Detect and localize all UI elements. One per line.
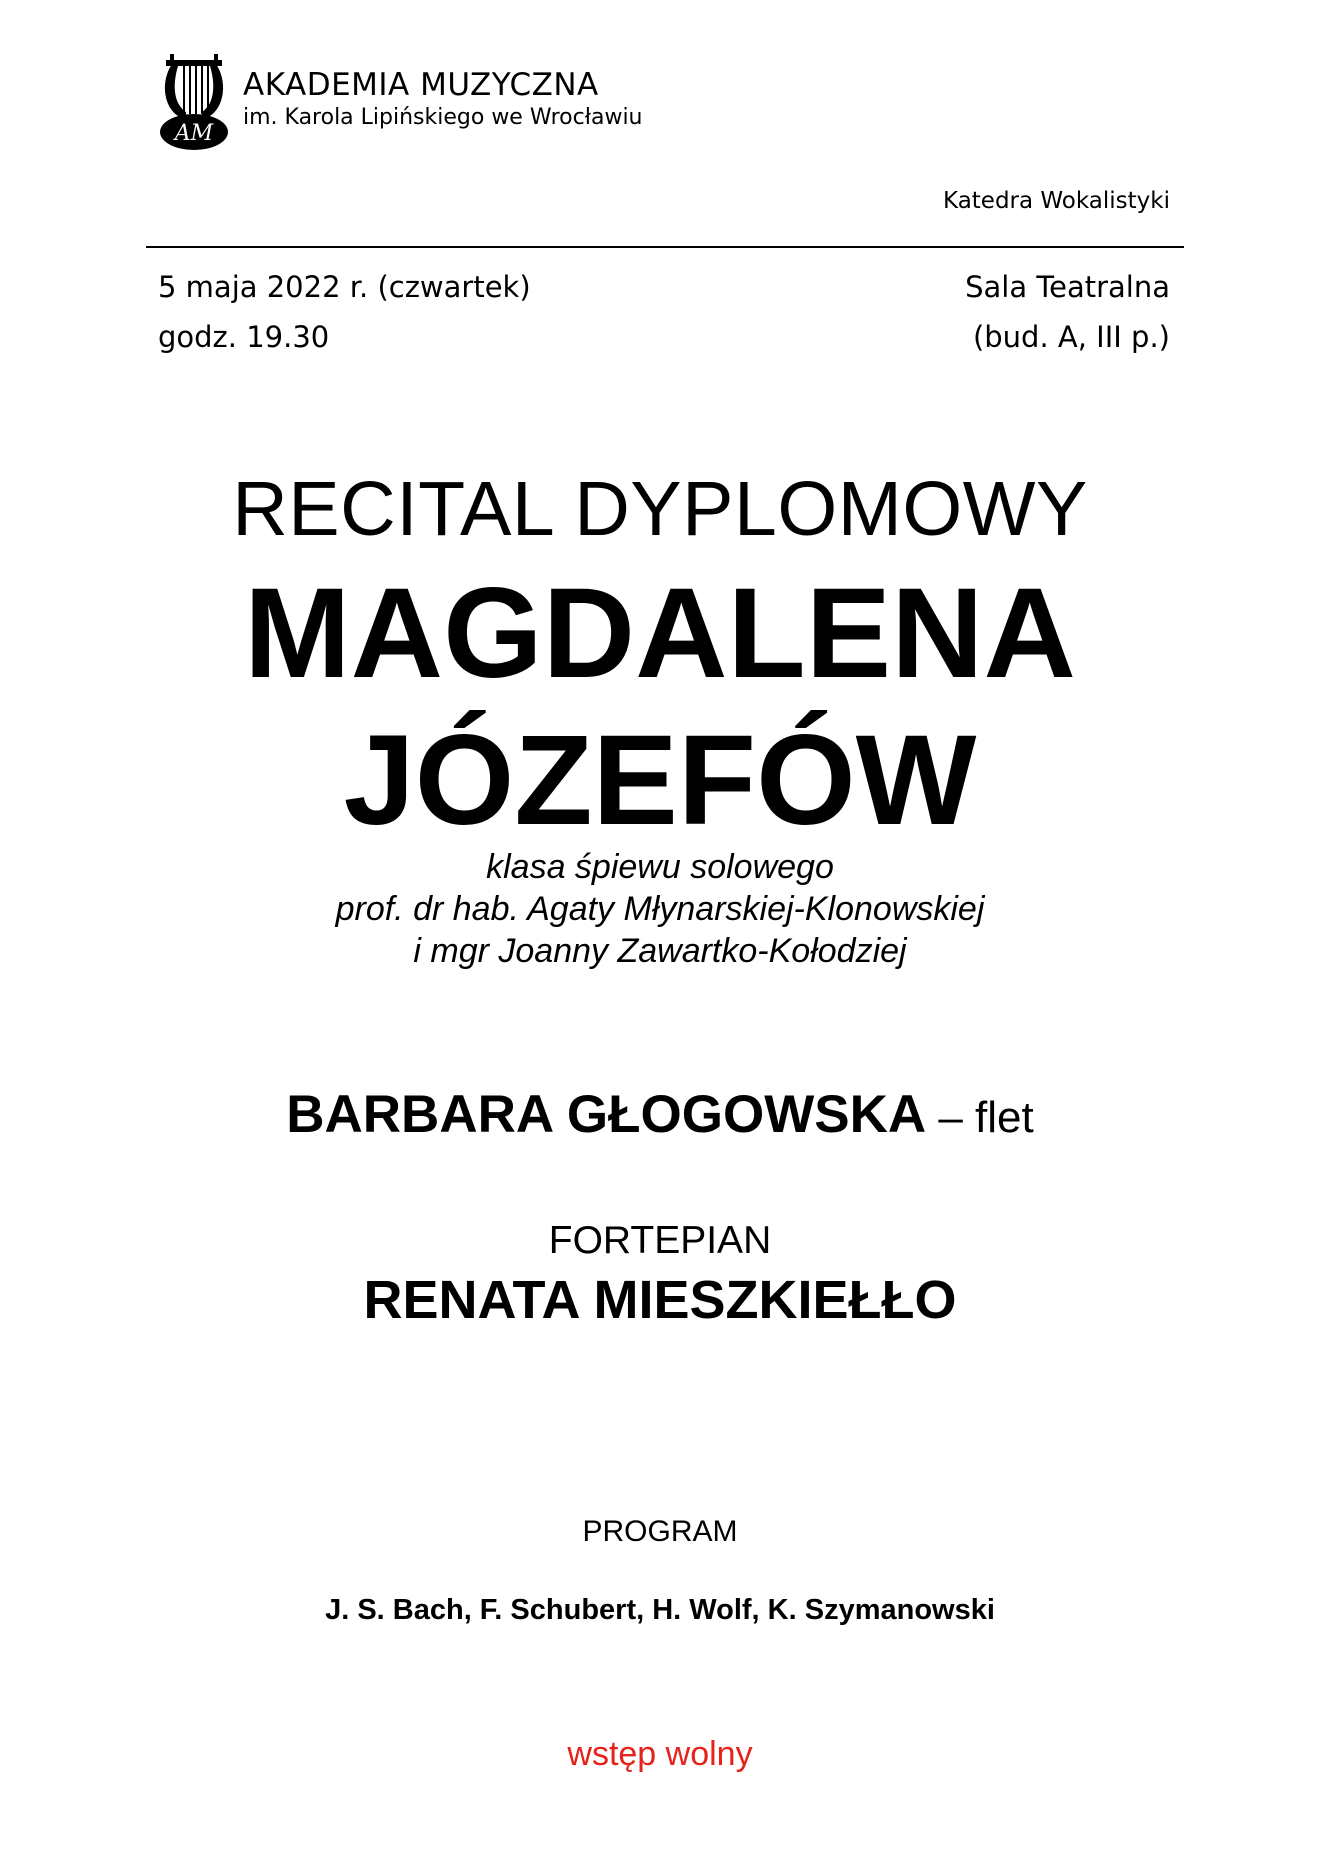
organization-block xyxy=(243,66,643,132)
venue-name: Sala Teatralna xyxy=(965,270,1170,304)
guest-performer xyxy=(0,1083,1320,1150)
guest-name: BARBARA GŁOGOWSKA xyxy=(286,1085,927,1144)
event-date: 5 maja 2022 r. (czwartek) xyxy=(158,270,531,304)
recital-title: RECITAL DYPLOMOWY xyxy=(232,466,1088,552)
piano-label: FORTEPIAN xyxy=(548,1219,772,1262)
guest-role: – flet xyxy=(926,1093,1034,1142)
org-name: AKADEMIA MUZYCZNA xyxy=(243,67,599,103)
class-line: i mgr Joanny Zawartko-Kołodziej xyxy=(413,932,907,970)
event-date-time xyxy=(158,262,531,362)
program-composers: J. S. Bach, F. Schubert, H. Wolf, K. Szymanowski xyxy=(325,1594,995,1626)
department: Katedra Wokalistyki xyxy=(943,188,1170,214)
performer-last-name: JÓZEFÓW xyxy=(343,709,977,852)
logo-monogram: AM xyxy=(174,121,214,146)
event-time: godz. 19.30 xyxy=(158,320,330,354)
venue-detail: (bud. A, III p.) xyxy=(972,320,1170,354)
pianist-name: RENATA MIESZKIEŁŁO xyxy=(363,1270,957,1330)
program-label: PROGRAM xyxy=(582,1515,738,1548)
class-info xyxy=(0,846,1320,972)
admission-note: wstęp wolny xyxy=(567,1735,753,1773)
org-subtitle: im. Karola Lipińskiego we Wrocławiu xyxy=(243,105,643,130)
header-divider xyxy=(146,246,1184,248)
lyre-icon xyxy=(156,52,232,152)
class-line: klasa śpiewu solowego xyxy=(486,848,834,886)
event-venue xyxy=(965,262,1170,362)
class-line: prof. dr hab. Agaty Młynarskiej-Klonowskiej xyxy=(335,890,985,928)
performer-first-name: MAGDALENA xyxy=(244,562,1076,705)
